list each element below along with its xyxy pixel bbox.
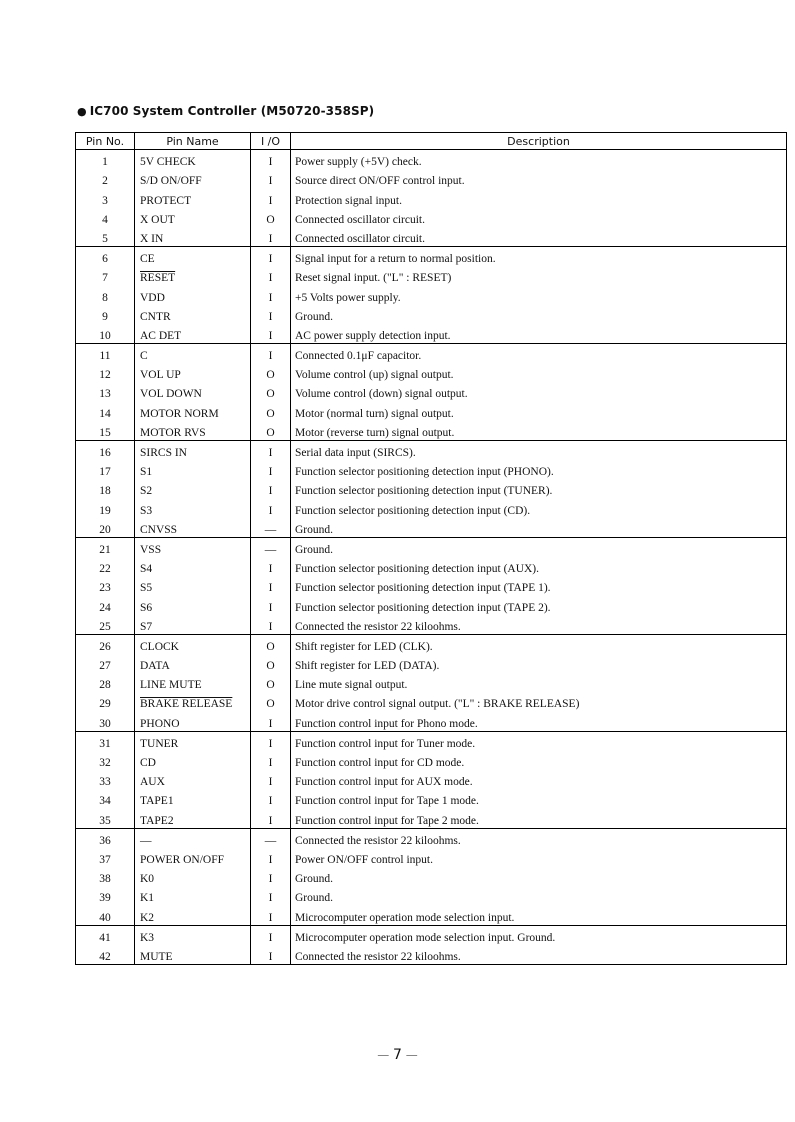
pin-no-cell: 3 [76,188,135,207]
pin-io-cell: O [251,382,291,401]
pin-no-cell: 37 [76,848,135,867]
pin-no-cell: 34 [76,789,135,808]
pin-description-cell: Volume control (down) signal output. [295,388,468,401]
pin-description-cell: Function control input for AUX mode. [295,776,473,789]
page-number [0,1047,795,1063]
pin-name-cell: VOL DOWN [135,382,251,401]
table-row [76,828,787,848]
pin-io-cell: I [251,479,291,498]
pin-name-cell: AUX [135,770,251,789]
pin-description-cell: Source direct ON/OFF control input. [295,175,465,188]
pin-io-cell: I [251,169,291,188]
table-row [76,886,787,905]
pin-description-cell: Ground. [295,543,334,556]
table-row [76,266,787,285]
pin-io-cell: I [251,711,291,731]
pin-io-cell: I [251,731,291,751]
pin-description-cell: Function selector positioning detection input (CD). [295,504,531,517]
pin-description-cell: Connected 0.1μF capacitor. [295,350,422,363]
table-row [76,711,787,731]
pin-io-cell: O [251,208,291,227]
pin-io-cell: I [251,150,291,170]
pin-io-cell: I [251,886,291,905]
pin-description-cell: Function control input for Tape 2 mode. [291,808,787,828]
table-row [76,421,787,441]
table-row [76,343,787,363]
table-row [76,731,787,751]
pin-no-cell: 20 [76,518,135,538]
pin-io-cell: O [251,634,291,654]
pin-description-cell: Function control input for Tuner mode. [295,737,476,750]
pin-name-cell: S7 [135,615,251,635]
pin-io-cell: O [251,673,291,692]
pin-name-cell: VOL UP [135,363,251,382]
pin-io-cell: — [251,518,291,538]
pin-description-cell: Power supply (+5V) check. [295,156,422,169]
pin-name-cell: CLOCK [135,634,251,654]
pin-name-cell: MOTOR NORM [135,401,251,420]
pin-no-cell: 6 [76,246,135,266]
pin-description-cell: Function selector positioning detection input (TAPE 1). [295,582,551,595]
pin-no-cell: 40 [76,905,135,925]
table-row [76,867,787,886]
table-row [76,537,787,557]
pin-description-cell: Shift register for LED (CLK). [295,640,433,653]
pin-io-cell: — [251,537,291,557]
pin-no-cell: 28 [76,673,135,692]
section-title-text: IC700 System Controller (M50720-358SP) [89,104,375,118]
pin-description-cell: Connected oscillator circuit. [291,227,787,247]
pin-name-cell: VSS [135,537,251,557]
pin-name-cell: K0 [135,867,251,886]
pin-table-body [76,150,787,965]
pin-description-cell: Line mute signal output. [295,679,408,692]
pin-name-cell: AC DET [135,324,251,344]
pin-name-cell: CNVSS [135,518,251,538]
pin-no-cell: 11 [76,343,135,363]
pin-description-cell: Function selector positioning detection input (PHONO). [295,466,554,479]
bullet-icon: ● [77,105,87,118]
pin-description-cell: Volume control (up) signal output. [295,369,454,382]
pin-no-cell: 26 [76,634,135,654]
pin-io-cell: I [251,188,291,207]
pin-no-cell: 23 [76,576,135,595]
pin-io-cell: I [251,848,291,867]
table-row [76,305,787,324]
pin-io-cell: I [251,808,291,828]
pin-no-cell: 30 [76,711,135,731]
pin-description-cell: Connected the resistor 22 kiloohms. [291,615,787,635]
pin-description-cell: Reset signal input. ("L" : RESET) [295,272,452,285]
pin-io-cell: I [251,905,291,925]
pin-name-cell: RESET [135,266,251,285]
pin-name-cell: S3 [135,498,251,517]
pin-io-cell: I [251,227,291,247]
pin-description-cell: Ground. [291,518,787,538]
pin-description-cell: Function control input for CD mode. [295,757,465,769]
table-row [76,518,787,538]
pin-name-cell: VDD [135,285,251,304]
pin-no-cell: 7 [76,266,135,285]
pin-name-cell: K2 [135,905,251,925]
pin-no-cell: 13 [76,382,135,401]
pin-name-cell: — [135,828,251,848]
table-row [76,208,787,227]
page-number-dash-left: — [377,1048,394,1062]
pin-no-cell: 29 [76,692,135,711]
table-row [76,692,787,711]
pin-io-cell: I [251,770,291,789]
table-row [76,925,787,945]
pin-no-cell: 15 [76,421,135,441]
pin-description-cell: Signal input for a return to normal position. [295,253,496,266]
pin-name-cell: PROTECT [135,188,251,207]
pin-description-cell: Power ON/OFF control input. [295,853,433,866]
table-row [76,382,787,401]
pin-no-cell: 31 [76,731,135,751]
table-row [76,945,787,965]
pin-name-cell: MUTE [135,945,251,965]
pin-no-cell: 24 [76,595,135,614]
pin-name-cell: TAPE1 [135,789,251,808]
pin-name-cell: PHONO [135,711,251,731]
table-row [76,576,787,595]
pin-io-cell: O [251,363,291,382]
pin-no-cell: 42 [76,945,135,965]
pin-no-cell: 9 [76,305,135,324]
pin-no-cell: 22 [76,557,135,576]
pin-description-cell: Function control input for Phono mode. [291,711,787,731]
pin-name-cell: K1 [135,886,251,905]
pin-name-cell: X IN [135,227,251,247]
pin-io-cell: — [251,828,291,848]
pin-no-cell: 8 [76,285,135,304]
pin-name-cell: TAPE2 [135,808,251,828]
pin-description-cell: Microcomputer operation mode selection input. [291,905,787,925]
table-row [76,246,787,266]
table-row [76,634,787,654]
pin-name-cell: X OUT [135,208,251,227]
pin-name-cell: MOTOR RVS [135,421,251,441]
pin-name-cell: TUNER [135,731,251,751]
pin-io-cell: I [251,925,291,945]
table-row [76,285,787,304]
pin-description-cell: Function selector positioning detection input (TAPE 2). [295,601,551,614]
pin-io-cell: I [251,945,291,965]
header-description: Description [291,133,787,150]
pin-description-cell: Connected the resistor 22 kiloohms. [295,834,461,847]
pin-description-cell: Function control input for Tape 1 mode. [295,795,479,808]
pin-no-cell: 18 [76,479,135,498]
pin-io-cell: O [251,421,291,441]
pin-io-cell: I [251,285,291,304]
header-pin-no: Pin No. [76,133,135,150]
pin-no-cell: 16 [76,440,135,460]
table-row [76,440,787,460]
table-row [76,150,787,170]
table-row [76,401,787,420]
pin-name-cell: S4 [135,557,251,576]
pin-description-cell: Ground. [295,310,334,323]
table-row [76,654,787,673]
table-row [76,673,787,692]
table-row [76,324,787,344]
pin-description-cell: Connected oscillator circuit. [295,213,425,226]
pin-io-cell: I [251,615,291,635]
pin-description-cell: Function selector positioning detection input (TUNER). [295,485,553,498]
pin-io-cell: I [251,557,291,576]
pin-io-cell: I [251,460,291,479]
pin-no-cell: 14 [76,401,135,420]
table-row [76,188,787,207]
pin-description-cell: Motor drive control signal output. ("L" : BRAKE RELEASE) [295,698,580,711]
pin-io-cell: I [251,305,291,324]
pin-no-cell: 39 [76,886,135,905]
pin-description-cell: Motor (normal turn) signal output. [295,407,454,420]
table-row [76,363,787,382]
pin-name-cell: S6 [135,595,251,614]
page-number-dash-right: — [401,1048,418,1062]
pin-no-cell: 35 [76,808,135,828]
table-row [76,169,787,188]
pin-name-cell: POWER ON/OFF [135,848,251,867]
header-pin-name: Pin Name [135,133,251,150]
pin-name-cell: CNTR [135,305,251,324]
pin-table [75,132,787,965]
pin-name-cell: BRAKE RELEASE [135,692,251,711]
pin-description-cell: Microcomputer operation mode selection input. Ground. [295,931,556,944]
pin-io-cell: I [251,324,291,344]
pin-no-cell: 41 [76,925,135,945]
table-row [76,751,787,770]
pin-name-cell: S5 [135,576,251,595]
table-row [76,905,787,925]
table-row [76,498,787,517]
pin-io-cell: I [251,498,291,517]
pin-description-cell: Protection signal input. [295,194,403,207]
pin-description-cell: Ground. [295,892,334,905]
table-row [76,460,787,479]
pin-io-cell: I [251,595,291,614]
pin-description-cell: Function selector positioning detection input (AUX). [295,563,540,576]
pin-io-cell: I [251,789,291,808]
pin-io-cell: O [251,692,291,711]
table-row [76,595,787,614]
pin-io-cell: O [251,654,291,673]
table-row [76,615,787,635]
pin-name-cell: S/D ON/OFF [135,169,251,188]
pin-io-cell: O [251,401,291,420]
pin-name-cell: DATA [135,654,251,673]
pin-no-cell: 1 [76,150,135,170]
pin-name-cell: 5V CHECK [135,150,251,170]
pin-name-cell: S2 [135,479,251,498]
table-row [76,848,787,867]
pin-no-cell: 25 [76,615,135,635]
table-row [76,557,787,576]
pin-description-cell: +5 Volts power supply. [295,291,401,304]
table-row [76,770,787,789]
pin-no-cell: 10 [76,324,135,344]
pin-name-cell: CE [135,246,251,266]
table-row [76,479,787,498]
pin-description-cell: Motor (reverse turn) signal output. [291,421,787,441]
pin-name-cell: CD [135,751,251,770]
pin-no-cell: 12 [76,363,135,382]
pin-description-cell: Ground. [295,873,334,886]
pin-no-cell: 2 [76,169,135,188]
pin-name-cell: SIRCS IN [135,440,251,460]
pin-name-cell: S1 [135,460,251,479]
pin-description-cell: Serial data input (SIRCS). [295,447,416,459]
pin-description-cell: Shift register for LED (DATA). [295,660,440,673]
section-title [77,104,374,118]
pin-description-cell: Connected the resistor 22 kiloohms. [295,950,461,963]
pin-table-header-row [76,133,787,150]
table-row [76,808,787,828]
pin-no-cell: 21 [76,537,135,557]
pin-name-cell: K3 [135,925,251,945]
pin-io-cell: I [251,440,291,460]
pin-no-cell: 32 [76,751,135,770]
pin-io-cell: I [251,867,291,886]
pin-no-cell: 33 [76,770,135,789]
header-io: I /O [251,133,291,150]
pin-no-cell: 5 [76,227,135,247]
pin-no-cell: 36 [76,828,135,848]
pin-no-cell: 27 [76,654,135,673]
pin-no-cell: 4 [76,208,135,227]
pin-description-cell: AC power supply detection input. [291,324,787,344]
pin-name-cell: C [135,343,251,363]
pin-no-cell: 38 [76,867,135,886]
pin-io-cell: I [251,343,291,363]
table-row [76,789,787,808]
pin-io-cell: I [251,576,291,595]
pin-io-cell: I [251,246,291,266]
page-number-value: 7 [393,1047,402,1063]
pin-no-cell: 19 [76,498,135,517]
pin-io-cell: I [251,266,291,285]
pin-io-cell: I [251,751,291,770]
table-row [76,227,787,247]
pin-no-cell: 17 [76,460,135,479]
pin-name-cell: LINE MUTE [135,673,251,692]
